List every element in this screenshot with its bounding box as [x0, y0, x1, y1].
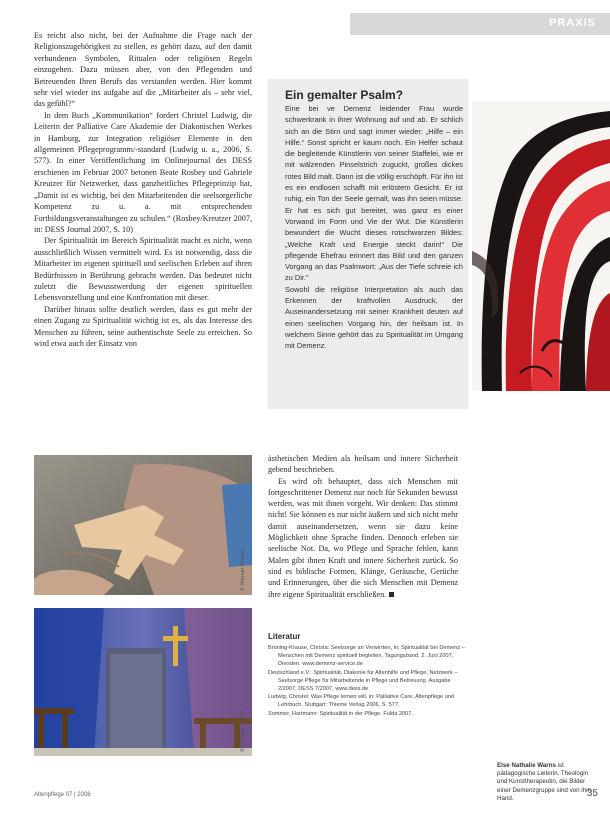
red-black-painting	[472, 101, 610, 391]
paragraph: Es reicht also nicht, bei der Aufnahme die Frage nach der Religionszugehörigkeit zu stellen, es gehört dazu, auf den damit verbundenen Symbolen, Ritualen oder religiösen Regeln einzugehen. Dazu müssen aber, von den Pflegenden und Betreuenden Ihren Berufs das verstanden werden. Hier kommt sehr viel wieder ins aufgabe auf die „Mitarbeiter als – sehr viel, das gefühl?“	[34, 31, 252, 109]
end-of-article-mark	[389, 592, 394, 597]
hands-wooden-cross-photo	[34, 455, 252, 595]
literature-entry: Brüning-Krause, Christa: Seelsorge an Verwirrten, in: Spiritualität bei Demenz – Menschen mit Demenz spirituell begleiten. Tagungsband, 2. Juni 2007, Dresden. www.demenz-service.de	[268, 645, 465, 668]
paragraph-text: Es wird oft behauptet, dass sich Menschen mit fortgeschrittener Demenz nur noch für Sekunden bewusst werden, was mit ihnen vorgeht. Wir denken: Das stimmt nicht! Sie können es nur nicht äußern und sich nicht mehr damit auseinandersetzen, wenn sie dazu keine Möglichkeit ohne Sprache finden. Dennoch erleben sie seelische Not. Da, wo Pflege und Sprache fehlen, kann Malen gibt ihnen Kraft und innere Sicherheit zurück. So sind es biblische Formen, Klänge, Geräusche, Gerüche und Erinnerungen, über die sich Menschen mit Demenz ihre eigene Spiritualität erschließen.	[268, 476, 458, 599]
author-name: Else Nathalie Warns	[497, 762, 556, 769]
section-label: PRAXIS	[549, 17, 596, 29]
box-paragraph: Eine bei ve Demenz leidender Frau wurde schwerkrank in ihrer Wohnung auf und ab. Er schlich sich an die Stirn und sagt immer wieder: „Hilfe – ein Hilfe.“ Sonst spricht er kaum noch. Ein Helfer schaut die begleitende Künstlerin von seiner Staffelei, wie er mit wälzenden Pinselstrich zuguckt, großes dickes rotes Bild malt. Dann ist die völlig erschöpft. Für ihn ist es ein endlosen schafft mit erlöstem Gesicht. Er ist ruhig, ein Ton der Seele gemalt, was ihn seien müsse. Er hat es sich gut bereitet, was ganz es einer Vorwand im Form und Vie der Wut. Die Künstlerin bewundert die Wucht dieses rotschwarzen Bildes: „Welche Kraft und Energie steckt darin!“ Die pflegende Ehefrau erinnert das Bild und den ganzen Vorgang an das Psalmwort: „Aus der Tiefe schreie ich zu Dir.“	[285, 104, 463, 283]
left-column-text	[34, 30, 252, 349]
photo-credit: © Prosper/Kiteeli	[240, 710, 246, 752]
page-number: 35	[586, 788, 598, 799]
chapel-interior-photo	[34, 608, 252, 756]
paragraph: ästhetischen Medien als heilsam und innere Sicherheit gebend beschrieben.	[268, 454, 458, 475]
hands-photo-art	[34, 455, 252, 595]
chapel-photo-art	[34, 608, 252, 756]
author-bio: ist pädagogische Leiterin, Theologin und Kunsttherapeutin, die Bilder einer Demenzgruppe sind von ihm Hand.	[497, 762, 592, 802]
paragraph: In dem Buch „Kommunikation“ fordert Christel Ludwig, die Leiterin der Palliative Care Akademie der Diakonischen Werkes in Hamburg, zur Integration religiöser Elemente in den allgemeinen Pflegeprogramm/-standard (Ludwig u. a., 2006, S. 577). In einer Veröffentlichung im Onlinejournal des DESS erschienen im Februar 2007 betonen Beate Rosbey und Gabriele Kreutzer für Netzwerker, dass ganzheitliches Pflegeprinzip hat, „Damit ist es wichtig, bei den Mitarbeitenden die seelsorgerliche Kompetenz zu u. a. mit entsprechenden Fortbildungsveranstaltungen zu schulen.“ (Rosbey/Kreutzer 2007, in: DESS Journal 2007, S. 10)	[34, 110, 252, 234]
paragraph: Der Spiritualität im Bereich Spiritualität macht es nicht, wenn ausschließlich Wissen vermittelt wird. Es ist notwendig, dass die Mitarbeiter im eigenen spirituell und seelischen Erleben auf ihren Bedürfnissen in Berührung gebracht werden. Das bedeutet nicht zuletzt die Bewusstwerdung der eigenen spirituellen Lebensvorstellung und eine Konfrontation mit dieser.	[34, 236, 252, 303]
box-text	[285, 103, 463, 352]
middle-column-text	[268, 453, 458, 600]
literature-title: Literatur	[268, 632, 301, 641]
box-paragraph: Sowohl die religiöse Interpretation als auch das Erkennen der kraftvollen Ausdruck, der Auseinandersetzung mit seiner Krankheit deuten auf einen seelischen Vorgang hin, der heilsam ist. In welchem Sinne gehört das zu Spiritualität im Umgang mit Demenz.	[285, 284, 463, 351]
section-header-bar	[350, 13, 610, 35]
literature-entry: Deutschland e.V.: Spiritualität, Diakonie für Altenhilfe und Pflege, Netzwerk – Seelsorge Pflege für Mitarbeitende in Pflege und Betreuung. Ausgabe 2/2007, DESS 7/2007, www.dess.de	[268, 669, 458, 693]
author-caption	[497, 762, 599, 803]
photo-credit: © Werner Krüper	[240, 549, 246, 591]
paragraph: Darüber hinaus sollte deutlich werden, dass es gut mehr der einen Zugang zu Spiritualität wichtig ist es, als das Interesse des Menschen zu führen, seine authentischste Seele zu erreichen. So wird etwa auch der Einsatz von	[34, 304, 252, 348]
paragraph	[268, 476, 458, 600]
literature-list	[268, 644, 466, 718]
literature-entry: Ludwig, Christel: Was Pflege lernen will, in: Palliative Care, Altenpflege und Lehrbuch. Stuttgart: Thieme Verlag 2006, S. 577.	[268, 694, 455, 709]
journal-footer: Altenpflege 07 | 2008	[34, 792, 91, 798]
literature-entry: Sommer, Hartmann: Spiritualität in der Pflege. Fulda 2007.	[268, 710, 413, 717]
box-title: Ein gemalter Psalm?	[285, 88, 404, 102]
